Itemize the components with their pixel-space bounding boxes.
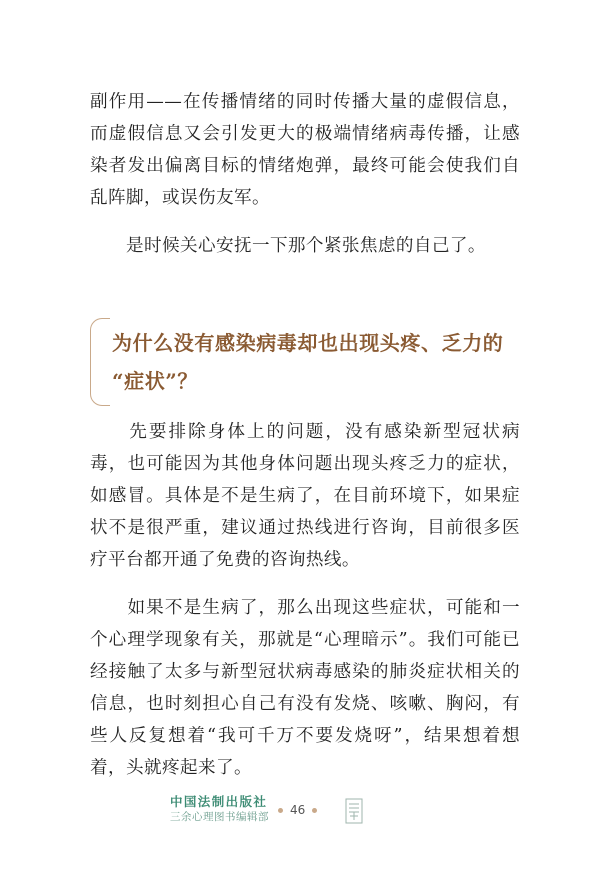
heading-line-1: 为什么没有感染病毒却也出现头疼、乏力的 (112, 331, 504, 355)
paragraph-rule-out-illness: 先要排除身体上的问题，没有感染新型冠状病毒，也可能因为其他身体问题出现头疼乏力的症状，如感冒。具体是不是生病了，在目前环境下，如果症状不是很严重，建议通过热线进行咨询，目前很多医疗平台都开通了免费的咨询热线。 (90, 422, 520, 570)
publisher-name: 中国法制出版社 (170, 794, 268, 809)
section-heading-text (112, 324, 512, 400)
page-number-group (278, 800, 317, 820)
heading-line-2: “症状”？ (112, 369, 199, 393)
page-footer (170, 794, 370, 828)
paragraph-psychological-suggestion: 如果不是生病了，那么出现这些症状，可能和一个心理学现象有关，那就是“心理暗示”。我们可能已经接触了太多与新型冠状病毒感染的肺炎症状相关的信息，也时刻担心自己有没有发烧、咳嗽、胸闷，有些人反复想着“我可千万不要发烧呀”，结果想着想着，头就疼起来了。 (90, 598, 520, 778)
page-number: 46 (290, 803, 306, 817)
publisher-department: 三余心理图书编辑部 (170, 811, 269, 823)
heading-bracket-decoration (90, 318, 110, 406)
right-dot-icon (312, 808, 317, 813)
section-heading (90, 318, 520, 406)
paragraph-side-effect: 副作用——在传播情绪的同时传播大量的虚假信息，而虚假信息又会引发更大的极端情绪病毒传播，让感染者发出偏离目标的情绪炮弹，最终可能会使我们自乱阵脚，或误伤友军。 (90, 92, 520, 208)
publisher-logo-icon (345, 798, 363, 824)
paragraph-self-care: 是时候关心安抚一下那个紧张焦虑的自己了。 (90, 236, 486, 256)
left-dot-icon (278, 808, 283, 813)
